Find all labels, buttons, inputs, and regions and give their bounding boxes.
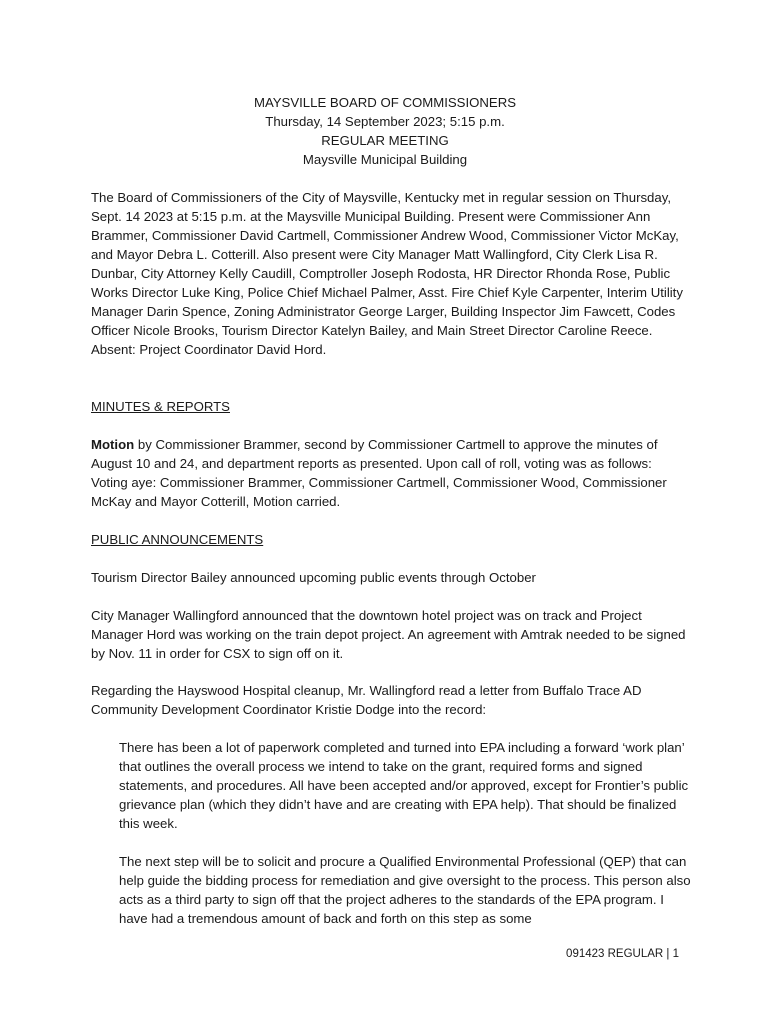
motion-text: by Commissioner Brammer, second by Commissioner Cartmell to approve the minutes of August 10 and 24, and department reports as presented. Upon call of roll, voting was as follows: Voting aye: Commissioner Brammer, Commissioner Cartmell, Commissioner Wood, Commissioner McKay and Mayor Cotterill, Motion carried. <box>91 437 667 509</box>
meeting-date: Thursday, 14 September 2023; 5:15 p.m. <box>265 114 505 129</box>
letter-quote-2: The next step will be to solicit and procure a Qualified Environmental Professional (QEP) that can help guide the bidding process for remediation and give oversight to the process. This person also acts as a third party to sign off that the project adheres to the standards of the EPA program. I have had a tremendous amount of back and forth on this step as some <box>119 854 691 926</box>
announcement-2-section <box>91 606 691 663</box>
motion-section <box>91 435 691 511</box>
announcement-3-section <box>91 681 691 719</box>
announcement-1-section <box>91 568 691 587</box>
announcement-tourism: Tourism Director Bailey announced upcoming public events through October <box>91 570 536 585</box>
board-title: MAYSVILLE BOARD OF COMMISSIONERS <box>253 95 517 110</box>
minutes-heading: MINUTES & REPORTS <box>91 399 230 414</box>
motion-label: Motion <box>91 437 135 452</box>
page-footer: 091423 REGULAR | 1 <box>566 948 679 960</box>
announcement-hayswood: Regarding the Hayswood Hospital cleanup, Mr. Wallingford read a letter from Buffalo Trace AD Community Development Coordinator Kristie Dodge into the record: <box>91 683 642 717</box>
intro-section <box>91 188 691 359</box>
announcements-heading: PUBLIC ANNOUNCEMENTS <box>91 532 264 547</box>
announcements-heading-section <box>91 530 691 549</box>
announcement-city-manager: City Manager Wallingford announced that the downtown hotel project was on track and Project Manager Hord was working on the train depot project. An agreement with Amtrak needed to be signed by Nov. 11 in order for CSX to sign off on it. <box>91 608 686 661</box>
quote-2-section <box>91 852 691 928</box>
quote-1-section <box>91 738 691 833</box>
meeting-location: Maysville Municipal Building <box>302 152 468 167</box>
letter-quote-1: There has been a lot of paperwork completed and turned into EPA including a forward ‘work plan’ that outlines the overall process we intend to take on the grant, required forms and signed statements, and procedures. All have been accepted and/or approved, except for Frontier’s public grievance plan (which they didn’t have and are creating with EPA help). That should be finalized this week. <box>119 740 689 831</box>
motion-paragraph <box>91 435 691 511</box>
minutes-section <box>91 397 691 416</box>
intro-paragraph: The Board of Commissioners of the City of Maysville, Kentucky met in regular session on Thursday, Sept. 14 2023 at 5:15 p.m. at the Maysville Municipal Building. Present were Commissioner Ann Brammer, Commissioner David Cartmell, Commissioner Andrew Wood, Commissioner Victor McKay, and Mayor Debra L. Cotterill. Also present were City Manager Matt Wallingford, City Clerk Lisa R. Dunbar, City Attorney Kelly Caudill, Comptroller Joseph Rodosta, HR Director Rhonda Rose, Public Works Director Luke King, Police Chief Michael Palmer, Asst. Fire Chief Kyle Carpenter, Interim Utility Manager Darin Spence, Zoning Administrator George Larger, Building Inspector Jim Fawcett, Codes Officer Nicole Brooks, Tourism Director Katelyn Bailey, and Main Street Director Caroline Reece. Absent: Project Coordinator David Hord. <box>91 190 683 357</box>
meeting-type: REGULAR MEETING <box>321 133 449 148</box>
document-header <box>0 93 770 169</box>
